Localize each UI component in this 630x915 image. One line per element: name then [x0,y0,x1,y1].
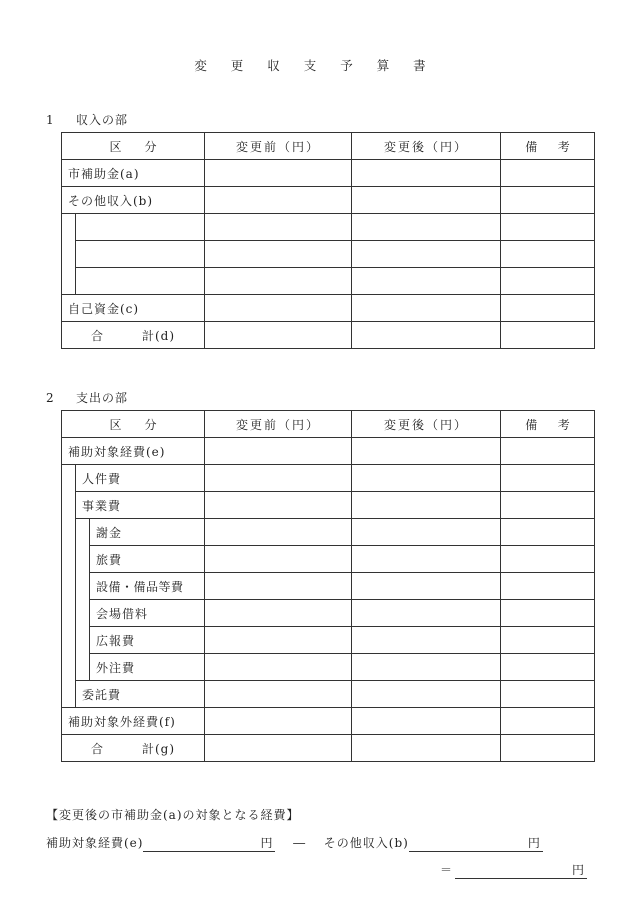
cell-income-total-note[interactable] [501,322,595,349]
cell-honorarium-note[interactable] [501,519,595,546]
label-venue: 会場借料 [90,600,205,627]
cell-equipment-before[interactable] [205,573,352,600]
cell-equipment-after[interactable] [352,573,501,600]
cell-income-total-before[interactable] [205,322,352,349]
cell-travel-before[interactable] [205,546,352,573]
header-after: 変更後（円） [352,133,501,160]
calc-eligible-label: 補助対象経費(e) [46,836,144,850]
row-other-income-sub [62,214,595,241]
header-before: 変更前（円） [205,133,352,160]
document-title: 変 更 収 支 予 算 書 [194,58,436,73]
calc-heading: 【変更後の市補助金(a)の対象となる経費】 [46,808,300,822]
row-city-subsidy [62,160,595,187]
label-expense-total: 合 計(g) [62,735,205,762]
row-advertising [62,627,595,654]
calc-eligible-amount-field[interactable]: 円 [143,836,275,852]
cell-advertising-before[interactable] [205,627,352,654]
cell-subsidy-note[interactable] [501,160,595,187]
label-own-funds: 自己資金(c) [62,295,205,322]
cell-outsourcing-after[interactable] [352,654,501,681]
cell-personnel-before[interactable] [205,465,352,492]
cell-other-sub1-before[interactable] [205,214,352,241]
row-equipment [62,573,595,600]
cell-other-before[interactable] [205,187,352,214]
cell-commission-note[interactable] [501,681,595,708]
cell-honorarium-after[interactable] [352,519,501,546]
income-header-row [62,133,595,160]
row-own-funds [62,295,595,322]
label-income-total: 合 計(d) [62,322,205,349]
cell-ineligible-before[interactable] [205,708,352,735]
row-commission [62,681,595,708]
cell-venue-note[interactable] [501,600,595,627]
row-personnel [62,465,595,492]
cell-eligible-after[interactable] [352,438,501,465]
cell-expense-total-note[interactable] [501,735,595,762]
expense-table [61,410,595,762]
label-commission: 委託費 [76,681,205,708]
label-advertising: 広報費 [90,627,205,654]
cell-advertising-after[interactable] [352,627,501,654]
label-outsourcing: 外注費 [90,654,205,681]
cell-travel-note[interactable] [501,546,595,573]
cell-other-sub1-after[interactable] [352,214,501,241]
header-kubun: 区 分 [62,133,205,160]
row-outsourcing [62,654,595,681]
header-note: 備 考 [501,411,595,438]
cell-other-sub2-label[interactable] [76,241,205,268]
cell-travel-after[interactable] [352,546,501,573]
cell-own-after[interactable] [352,295,501,322]
header-before: 変更前（円） [205,411,352,438]
label-project-costs: 事業費 [76,492,205,519]
cell-other-sub2-note[interactable] [501,241,595,268]
label-ineligible-expenses: 補助対象外経費(f) [62,708,205,735]
cell-other-note[interactable] [501,187,595,214]
label-eligible-expenses: 補助対象経費(e) [62,438,205,465]
cell-commission-after[interactable] [352,681,501,708]
label-honorarium: 謝金 [90,519,205,546]
expense-section-title: 支出の部 [76,391,129,405]
row-eligible-expenses [62,438,595,465]
row-income-total [62,322,595,349]
expense-section-heading [46,389,128,406]
label-other-income: その他収入(b) [62,187,205,214]
calc-equals-sign: ＝ [440,863,454,877]
cell-other-after[interactable] [352,187,501,214]
header-kubun: 区 分 [62,411,205,438]
cell-other-sub3-label[interactable] [76,268,205,295]
calc-result-line [440,861,587,879]
cell-expense-total-before[interactable] [205,735,352,762]
cell-venue-after[interactable] [352,600,501,627]
cell-ineligible-after[interactable] [352,708,501,735]
cell-other-sub3-note[interactable] [501,268,595,295]
cell-project-before[interactable] [205,492,352,519]
calc-minus-sign: ― [293,836,307,850]
header-note: 備 考 [501,133,595,160]
cell-commission-before[interactable] [205,681,352,708]
cell-expense-total-after[interactable] [352,735,501,762]
cell-personnel-after[interactable] [352,465,501,492]
cell-advertising-note[interactable] [501,627,595,654]
label-personnel: 人件費 [76,465,205,492]
cell-own-before[interactable] [205,295,352,322]
row-venue [62,600,595,627]
cell-ineligible-note[interactable] [501,708,595,735]
label-city-subsidy: 市補助金(a) [62,160,205,187]
row-travel [62,546,595,573]
row-ineligible-expenses [62,708,595,735]
cell-other-sub1-note[interactable] [501,214,595,241]
row-other-income-sub [62,241,595,268]
cell-personnel-note[interactable] [501,465,595,492]
label-equipment: 設備・備品等費 [90,573,205,600]
cell-other-sub3-before[interactable] [205,268,352,295]
income-section-number: 1 [46,113,55,127]
row-other-income [62,187,595,214]
label-travel: 旅費 [90,546,205,573]
cell-income-total-after[interactable] [352,322,501,349]
cell-other-sub3-after[interactable] [352,268,501,295]
cell-eligible-note[interactable] [501,438,595,465]
calc-result-amount-field[interactable]: 円 [455,863,587,879]
cell-outsourcing-before[interactable] [205,654,352,681]
cell-honorarium-before[interactable] [205,519,352,546]
cell-outsourcing-note[interactable] [501,654,595,681]
cell-other-sub1-label[interactable] [76,214,205,241]
cell-other-sub2-after[interactable] [352,241,501,268]
header-after: 変更後（円） [352,411,501,438]
row-honorarium [62,519,595,546]
calc-formula-line [46,834,543,852]
income-section-heading [46,111,128,128]
calc-other-label: その他収入(b) [323,836,409,850]
cell-subsidy-before[interactable] [205,160,352,187]
cell-project-note[interactable] [501,492,595,519]
cell-venue-before[interactable] [205,600,352,627]
row-other-income-sub [62,268,595,295]
cell-eligible-before[interactable] [205,438,352,465]
expense-header-row [62,411,595,438]
cell-subsidy-after[interactable] [352,160,501,187]
expense-section-number: 2 [46,391,55,405]
row-project-costs [62,492,595,519]
cell-equipment-note[interactable] [501,573,595,600]
row-expense-total [62,735,595,762]
cell-own-note[interactable] [501,295,595,322]
cell-project-after[interactable] [352,492,501,519]
income-table [61,132,595,349]
income-section-title: 収入の部 [76,113,129,127]
cell-other-sub2-before[interactable] [205,241,352,268]
calc-other-amount-field[interactable]: 円 [409,836,543,852]
